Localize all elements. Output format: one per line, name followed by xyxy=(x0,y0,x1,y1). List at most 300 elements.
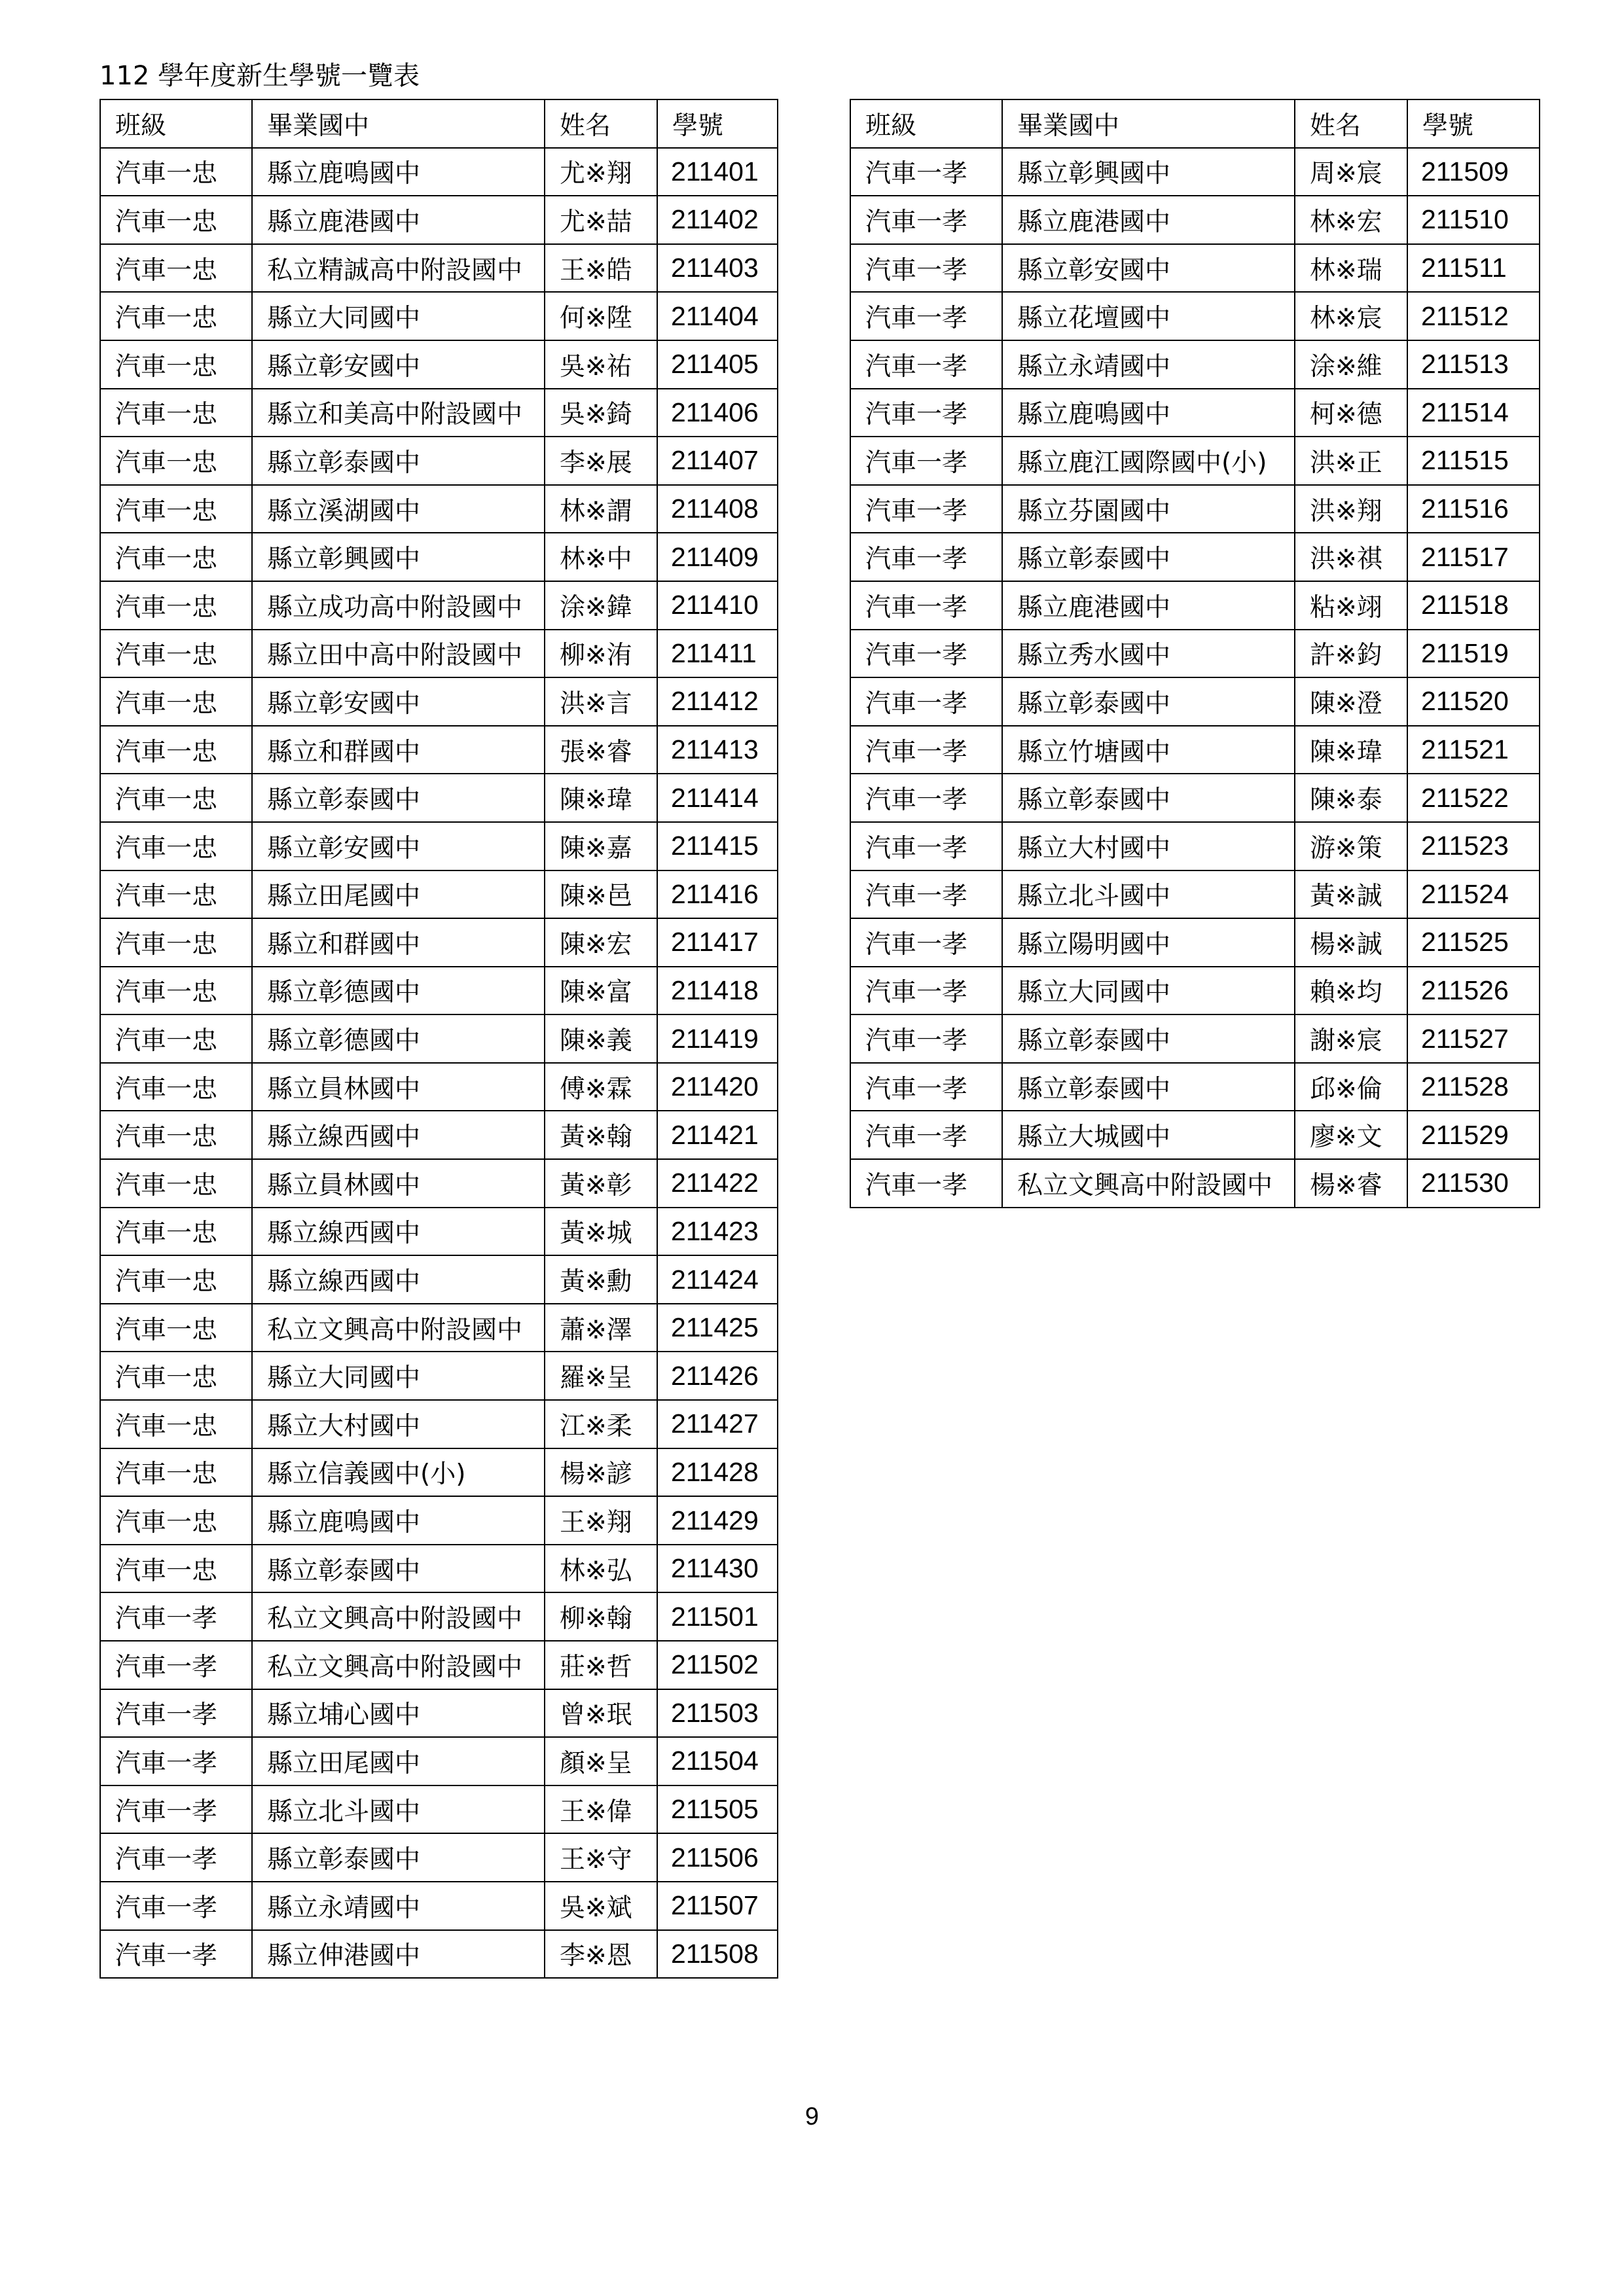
cell-school: 縣立彰興國中 xyxy=(252,533,545,581)
cell-student-id: 211402 xyxy=(657,196,778,244)
table-row xyxy=(100,1737,778,1785)
cell-school: 縣立員林國中 xyxy=(252,1159,545,1208)
cell-class: 汽車一孝 xyxy=(100,1882,252,1930)
cell-class: 汽車一忠 xyxy=(100,389,252,437)
cell-name: 何※陞 xyxy=(545,292,657,340)
cell-name: 陳※瑋 xyxy=(1295,726,1407,774)
cell-school: 縣立線西國中 xyxy=(252,1255,545,1304)
cell-name: 黃※翰 xyxy=(545,1111,657,1159)
cell-name: 林※瑞 xyxy=(1295,244,1407,293)
cell-school: 縣立北斗國中 xyxy=(252,1785,545,1834)
table-row xyxy=(850,1063,1540,1111)
cell-school: 縣立田尾國中 xyxy=(252,870,545,919)
cell-name: 陳※富 xyxy=(545,967,657,1015)
cell-school: 縣立鹿港國中 xyxy=(1002,196,1295,244)
table-row xyxy=(100,292,778,340)
cell-student-id: 211409 xyxy=(657,533,778,581)
cell-class: 汽車一孝 xyxy=(850,196,1002,244)
cell-name: 吳※斌 xyxy=(545,1882,657,1930)
cell-student-id: 211518 xyxy=(1407,581,1540,630)
cell-class: 汽車一孝 xyxy=(100,1592,252,1641)
cell-student-id: 211404 xyxy=(657,292,778,340)
cell-school: 縣立彰泰國中 xyxy=(252,774,545,822)
cell-name: 莊※哲 xyxy=(545,1641,657,1689)
cell-class: 汽車一忠 xyxy=(100,1352,252,1400)
cell-name: 洪※翔 xyxy=(1295,485,1407,533)
cell-class: 汽車一孝 xyxy=(100,1641,252,1689)
table-row xyxy=(100,389,778,437)
cell-student-id: 211519 xyxy=(1407,630,1540,678)
cell-name: 洪※正 xyxy=(1295,437,1407,485)
cell-student-id: 211510 xyxy=(1407,196,1540,244)
cell-name: 陳※泰 xyxy=(1295,774,1407,822)
header-class: 班級 xyxy=(850,99,1002,148)
table-row xyxy=(100,533,778,581)
cell-name: 陳※嘉 xyxy=(545,822,657,870)
cell-student-id: 211425 xyxy=(657,1304,778,1352)
cell-school: 縣立彰安國中 xyxy=(252,822,545,870)
cell-name: 吳※祐 xyxy=(545,340,657,389)
cell-name: 涂※維 xyxy=(1295,340,1407,389)
table-row xyxy=(850,677,1540,726)
cell-name: 陳※澄 xyxy=(1295,677,1407,726)
table-row xyxy=(100,1111,778,1159)
cell-student-id: 211525 xyxy=(1407,918,1540,967)
cell-school: 縣立彰泰國中 xyxy=(252,1833,545,1882)
table-row xyxy=(100,1641,778,1689)
cell-school: 縣立秀水國中 xyxy=(1002,630,1295,678)
cell-class: 汽車一忠 xyxy=(100,581,252,630)
cell-school: 縣立竹塘國中 xyxy=(1002,726,1295,774)
cell-name: 陳※瑋 xyxy=(545,774,657,822)
cell-school: 縣立永靖國中 xyxy=(252,1882,545,1930)
cell-student-id: 211506 xyxy=(657,1833,778,1882)
table-row xyxy=(100,967,778,1015)
table-row xyxy=(100,1014,778,1063)
cell-class: 汽車一忠 xyxy=(100,196,252,244)
table-row xyxy=(100,340,778,389)
page-number: 9 xyxy=(804,2103,820,2130)
cell-name: 王※偉 xyxy=(545,1785,657,1834)
cell-class: 汽車一忠 xyxy=(100,1111,252,1159)
cell-class: 汽車一孝 xyxy=(850,148,1002,196)
table-row xyxy=(100,726,778,774)
cell-school: 縣立鹿鳴國中 xyxy=(252,1496,545,1545)
cell-school: 縣立彰安國中 xyxy=(252,677,545,726)
cell-school: 縣立彰泰國中 xyxy=(252,1545,545,1593)
table-row xyxy=(850,774,1540,822)
cell-class: 汽車一忠 xyxy=(100,1400,252,1448)
cell-student-id: 211529 xyxy=(1407,1111,1540,1159)
cell-name: 粘※翊 xyxy=(1295,581,1407,630)
cell-student-id: 211505 xyxy=(657,1785,778,1834)
table-row xyxy=(850,1014,1540,1063)
cell-school: 縣立鹿鳴國中 xyxy=(252,148,545,196)
cell-name: 尤※翔 xyxy=(545,148,657,196)
cell-class: 汽車一忠 xyxy=(100,870,252,919)
cell-school: 縣立和群國中 xyxy=(252,918,545,967)
cell-name: 陳※宏 xyxy=(545,918,657,967)
cell-class: 汽車一孝 xyxy=(850,340,1002,389)
cell-student-id: 211522 xyxy=(1407,774,1540,822)
cell-class: 汽車一孝 xyxy=(100,1930,252,1979)
cell-school: 私立文興高中附設國中 xyxy=(252,1592,545,1641)
cell-class: 汽車一孝 xyxy=(850,1159,1002,1208)
table-row xyxy=(100,822,778,870)
header-name: 姓名 xyxy=(545,99,657,148)
cell-student-id: 211524 xyxy=(1407,870,1540,919)
cell-class: 汽車一孝 xyxy=(850,726,1002,774)
table-row xyxy=(850,581,1540,630)
cell-class: 汽車一忠 xyxy=(100,148,252,196)
cell-student-id: 211421 xyxy=(657,1111,778,1159)
cell-school: 縣立彰泰國中 xyxy=(252,437,545,485)
cell-class: 汽車一忠 xyxy=(100,1304,252,1352)
cell-name: 李※展 xyxy=(545,437,657,485)
table-row xyxy=(100,1545,778,1593)
table-row xyxy=(850,822,1540,870)
table-row xyxy=(100,774,778,822)
table-row xyxy=(850,244,1540,293)
cell-class: 汽車一忠 xyxy=(100,340,252,389)
cell-student-id: 211428 xyxy=(657,1448,778,1497)
table-row xyxy=(850,870,1540,919)
table-row xyxy=(100,1785,778,1834)
cell-school: 縣立陽明國中 xyxy=(1002,918,1295,967)
cell-class: 汽車一忠 xyxy=(100,1063,252,1111)
table-row xyxy=(850,196,1540,244)
cell-school: 縣立彰泰國中 xyxy=(1002,533,1295,581)
table-row xyxy=(100,148,778,196)
header-student-id: 學號 xyxy=(657,99,778,148)
table-row xyxy=(100,870,778,919)
cell-name: 張※睿 xyxy=(545,726,657,774)
cell-class: 汽車一忠 xyxy=(100,1496,252,1545)
cell-class: 汽車一孝 xyxy=(100,1689,252,1738)
cell-name: 王※皓 xyxy=(545,244,657,293)
cell-school: 私立文興高中附設國中 xyxy=(252,1304,545,1352)
cell-name: 王※守 xyxy=(545,1833,657,1882)
cell-class: 汽車一忠 xyxy=(100,244,252,293)
cell-class: 汽車一孝 xyxy=(100,1737,252,1785)
cell-class: 汽車一孝 xyxy=(850,1014,1002,1063)
cell-class: 汽車一孝 xyxy=(100,1785,252,1834)
cell-class: 汽車一孝 xyxy=(850,1111,1002,1159)
table-row xyxy=(850,1111,1540,1159)
cell-student-id: 211410 xyxy=(657,581,778,630)
cell-student-id: 211517 xyxy=(1407,533,1540,581)
table-row xyxy=(100,1400,778,1448)
table-row xyxy=(850,967,1540,1015)
right-roster-body xyxy=(850,148,1540,1208)
cell-school: 縣立北斗國中 xyxy=(1002,870,1295,919)
cell-class: 汽車一忠 xyxy=(100,1208,252,1256)
cell-class: 汽車一忠 xyxy=(100,1014,252,1063)
cell-student-id: 211413 xyxy=(657,726,778,774)
table-row xyxy=(850,1159,1540,1208)
cell-class: 汽車一忠 xyxy=(100,630,252,678)
cell-student-id: 211516 xyxy=(1407,485,1540,533)
cell-student-id: 211420 xyxy=(657,1063,778,1111)
cell-name: 陳※義 xyxy=(545,1014,657,1063)
table-row xyxy=(100,677,778,726)
cell-school: 縣立員林國中 xyxy=(252,1063,545,1111)
cell-school: 縣立彰興國中 xyxy=(1002,148,1295,196)
cell-student-id: 211411 xyxy=(657,630,778,678)
cell-student-id: 211418 xyxy=(657,967,778,1015)
table-header-row xyxy=(850,99,1540,148)
cell-student-id: 211515 xyxy=(1407,437,1540,485)
cell-class: 汽車一孝 xyxy=(850,822,1002,870)
cell-name: 吳※錡 xyxy=(545,389,657,437)
table-row xyxy=(100,630,778,678)
cell-name: 李※恩 xyxy=(545,1930,657,1979)
cell-school: 縣立埔心國中 xyxy=(252,1689,545,1738)
cell-school: 縣立彰安國中 xyxy=(252,340,545,389)
table-row xyxy=(850,918,1540,967)
cell-class: 汽車一忠 xyxy=(100,292,252,340)
cell-school: 縣立彰泰國中 xyxy=(1002,677,1295,726)
cell-student-id: 211507 xyxy=(657,1882,778,1930)
cell-school: 縣立大同國中 xyxy=(252,292,545,340)
cell-class: 汽車一忠 xyxy=(100,677,252,726)
cell-student-id: 211419 xyxy=(657,1014,778,1063)
table-row xyxy=(100,1496,778,1545)
table-row xyxy=(100,1255,778,1304)
cell-student-id: 211521 xyxy=(1407,726,1540,774)
table-row xyxy=(100,1833,778,1882)
cell-name: 涂※鍏 xyxy=(545,581,657,630)
cell-student-id: 211416 xyxy=(657,870,778,919)
cell-name: 洪※言 xyxy=(545,677,657,726)
cell-student-id: 211523 xyxy=(1407,822,1540,870)
cell-name: 曾※珉 xyxy=(545,1689,657,1738)
cell-name: 羅※呈 xyxy=(545,1352,657,1400)
cell-student-id: 211513 xyxy=(1407,340,1540,389)
cell-student-id: 211415 xyxy=(657,822,778,870)
table-row xyxy=(100,1689,778,1738)
cell-student-id: 211430 xyxy=(657,1545,778,1593)
cell-class: 汽車一忠 xyxy=(100,1448,252,1497)
cell-name: 周※宸 xyxy=(1295,148,1407,196)
cell-name: 林※宸 xyxy=(1295,292,1407,340)
cell-class: 汽車一孝 xyxy=(850,533,1002,581)
cell-name: 廖※文 xyxy=(1295,1111,1407,1159)
cell-name: 林※弘 xyxy=(545,1545,657,1593)
cell-class: 汽車一孝 xyxy=(850,485,1002,533)
cell-name: 傅※霖 xyxy=(545,1063,657,1111)
cell-name: 賴※均 xyxy=(1295,967,1407,1015)
cell-class: 汽車一忠 xyxy=(100,485,252,533)
cell-school: 縣立線西國中 xyxy=(252,1111,545,1159)
table-row xyxy=(850,148,1540,196)
cell-student-id: 211426 xyxy=(657,1352,778,1400)
cell-school: 私立文興高中附設國中 xyxy=(252,1641,545,1689)
cell-name: 江※柔 xyxy=(545,1400,657,1448)
cell-class: 汽車一孝 xyxy=(850,437,1002,485)
cell-name: 蕭※澤 xyxy=(545,1304,657,1352)
cell-name: 洪※祺 xyxy=(1295,533,1407,581)
cell-school: 縣立成功高中附設國中 xyxy=(252,581,545,630)
table-header-row xyxy=(100,99,778,148)
cell-name: 柳※翰 xyxy=(545,1592,657,1641)
table-row xyxy=(100,196,778,244)
table-row xyxy=(850,292,1540,340)
cell-class: 汽車一孝 xyxy=(850,630,1002,678)
cell-class: 汽車一孝 xyxy=(850,918,1002,967)
table-row xyxy=(100,1448,778,1497)
cell-student-id: 211422 xyxy=(657,1159,778,1208)
right-roster-table xyxy=(850,99,1540,1208)
cell-school: 縣立大村國中 xyxy=(252,1400,545,1448)
header-school: 畢業國中 xyxy=(252,99,545,148)
cell-name: 許※鈞 xyxy=(1295,630,1407,678)
cell-class: 汽車一孝 xyxy=(100,1833,252,1882)
cell-class: 汽車一忠 xyxy=(100,1159,252,1208)
table-row xyxy=(100,244,778,293)
cell-student-id: 211407 xyxy=(657,437,778,485)
header-name: 姓名 xyxy=(1295,99,1407,148)
table-row xyxy=(100,581,778,630)
table-row xyxy=(100,437,778,485)
cell-student-id: 211528 xyxy=(1407,1063,1540,1111)
cell-student-id: 211512 xyxy=(1407,292,1540,340)
cell-school: 縣立彰德國中 xyxy=(252,967,545,1015)
table-row xyxy=(850,630,1540,678)
cell-student-id: 211408 xyxy=(657,485,778,533)
cell-school: 縣立信義國中(小) xyxy=(252,1448,545,1497)
cell-student-id: 211412 xyxy=(657,677,778,726)
cell-name: 柳※洧 xyxy=(545,630,657,678)
cell-school: 縣立永靖國中 xyxy=(1002,340,1295,389)
cell-class: 汽車一孝 xyxy=(850,292,1002,340)
cell-class: 汽車一忠 xyxy=(100,774,252,822)
table-row xyxy=(100,1063,778,1111)
cell-name: 楊※睿 xyxy=(1295,1159,1407,1208)
cell-class: 汽車一孝 xyxy=(850,967,1002,1015)
cell-name: 陳※邑 xyxy=(545,870,657,919)
table-row xyxy=(850,726,1540,774)
cell-name: 楊※諺 xyxy=(545,1448,657,1497)
cell-student-id: 211527 xyxy=(1407,1014,1540,1063)
cell-student-id: 211520 xyxy=(1407,677,1540,726)
cell-class: 汽車一忠 xyxy=(100,437,252,485)
cell-school: 縣立線西國中 xyxy=(252,1208,545,1256)
cell-class: 汽車一忠 xyxy=(100,1255,252,1304)
cell-student-id: 211503 xyxy=(657,1689,778,1738)
cell-student-id: 211526 xyxy=(1407,967,1540,1015)
cell-name: 顏※呈 xyxy=(545,1737,657,1785)
cell-school: 縣立鹿港國中 xyxy=(252,196,545,244)
cell-name: 黃※勳 xyxy=(545,1255,657,1304)
cell-name: 王※翔 xyxy=(545,1496,657,1545)
table-row xyxy=(850,340,1540,389)
cell-school: 私立文興高中附設國中 xyxy=(1002,1159,1295,1208)
header-student-id: 學號 xyxy=(1407,99,1540,148)
table-row xyxy=(100,1208,778,1256)
cell-school: 縣立彰泰國中 xyxy=(1002,774,1295,822)
cell-student-id: 211417 xyxy=(657,918,778,967)
cell-name: 游※策 xyxy=(1295,822,1407,870)
left-roster-body xyxy=(100,148,778,1979)
cell-student-id: 211511 xyxy=(1407,244,1540,293)
cell-student-id: 211424 xyxy=(657,1255,778,1304)
cell-student-id: 211423 xyxy=(657,1208,778,1256)
cell-student-id: 211403 xyxy=(657,244,778,293)
cell-school: 縣立大村國中 xyxy=(1002,822,1295,870)
cell-student-id: 211401 xyxy=(657,148,778,196)
cell-class: 汽車一孝 xyxy=(850,870,1002,919)
cell-school: 縣立彰泰國中 xyxy=(1002,1014,1295,1063)
cell-class: 汽車一孝 xyxy=(850,677,1002,726)
table-row xyxy=(100,1352,778,1400)
header-class: 班級 xyxy=(100,99,252,148)
cell-class: 汽車一忠 xyxy=(100,726,252,774)
cell-school: 縣立伸港國中 xyxy=(252,1930,545,1979)
table-row xyxy=(100,1592,778,1641)
cell-name: 林※中 xyxy=(545,533,657,581)
cell-class: 汽車一孝 xyxy=(850,389,1002,437)
cell-student-id: 211406 xyxy=(657,389,778,437)
cell-class: 汽車一忠 xyxy=(100,1545,252,1593)
cell-school: 縣立大城國中 xyxy=(1002,1111,1295,1159)
cell-school: 縣立溪湖國中 xyxy=(252,485,545,533)
cell-school: 縣立芬園國中 xyxy=(1002,485,1295,533)
cell-class: 汽車一忠 xyxy=(100,967,252,1015)
table-row xyxy=(100,485,778,533)
cell-student-id: 211508 xyxy=(657,1930,778,1979)
cell-class: 汽車一忠 xyxy=(100,918,252,967)
cell-name: 黃※誠 xyxy=(1295,870,1407,919)
cell-student-id: 211501 xyxy=(657,1592,778,1641)
header-school: 畢業國中 xyxy=(1002,99,1295,148)
table-row xyxy=(100,1304,778,1352)
cell-school: 縣立彰德國中 xyxy=(252,1014,545,1063)
cell-name: 黃※彰 xyxy=(545,1159,657,1208)
cell-school: 縣立鹿江國際國中(小) xyxy=(1002,437,1295,485)
table-row xyxy=(100,918,778,967)
table-row xyxy=(100,1159,778,1208)
cell-name: 柯※德 xyxy=(1295,389,1407,437)
cell-class: 汽車一忠 xyxy=(100,822,252,870)
cell-school: 縣立和群國中 xyxy=(252,726,545,774)
cell-school: 縣立大同國中 xyxy=(252,1352,545,1400)
cell-school: 縣立花壇國中 xyxy=(1002,292,1295,340)
cell-school: 縣立田尾國中 xyxy=(252,1737,545,1785)
cell-class: 汽車一孝 xyxy=(850,774,1002,822)
table-row xyxy=(100,1882,778,1930)
cell-student-id: 211509 xyxy=(1407,148,1540,196)
cell-student-id: 211504 xyxy=(657,1737,778,1785)
left-roster-table xyxy=(99,99,778,1979)
table-row xyxy=(100,1930,778,1979)
cell-student-id: 211429 xyxy=(657,1496,778,1545)
cell-name: 林※宏 xyxy=(1295,196,1407,244)
cell-class: 汽車一孝 xyxy=(850,1063,1002,1111)
cell-student-id: 211427 xyxy=(657,1400,778,1448)
cell-name: 楊※誠 xyxy=(1295,918,1407,967)
cell-name: 黃※城 xyxy=(545,1208,657,1256)
cell-name: 尤※喆 xyxy=(545,196,657,244)
cell-name: 謝※宸 xyxy=(1295,1014,1407,1063)
cell-school: 縣立鹿鳴國中 xyxy=(1002,389,1295,437)
cell-student-id: 211514 xyxy=(1407,389,1540,437)
cell-student-id: 211530 xyxy=(1407,1159,1540,1208)
cell-school: 縣立和美高中附設國中 xyxy=(252,389,545,437)
cell-name: 林※謂 xyxy=(545,485,657,533)
cell-class: 汽車一孝 xyxy=(850,244,1002,293)
cell-student-id: 211414 xyxy=(657,774,778,822)
